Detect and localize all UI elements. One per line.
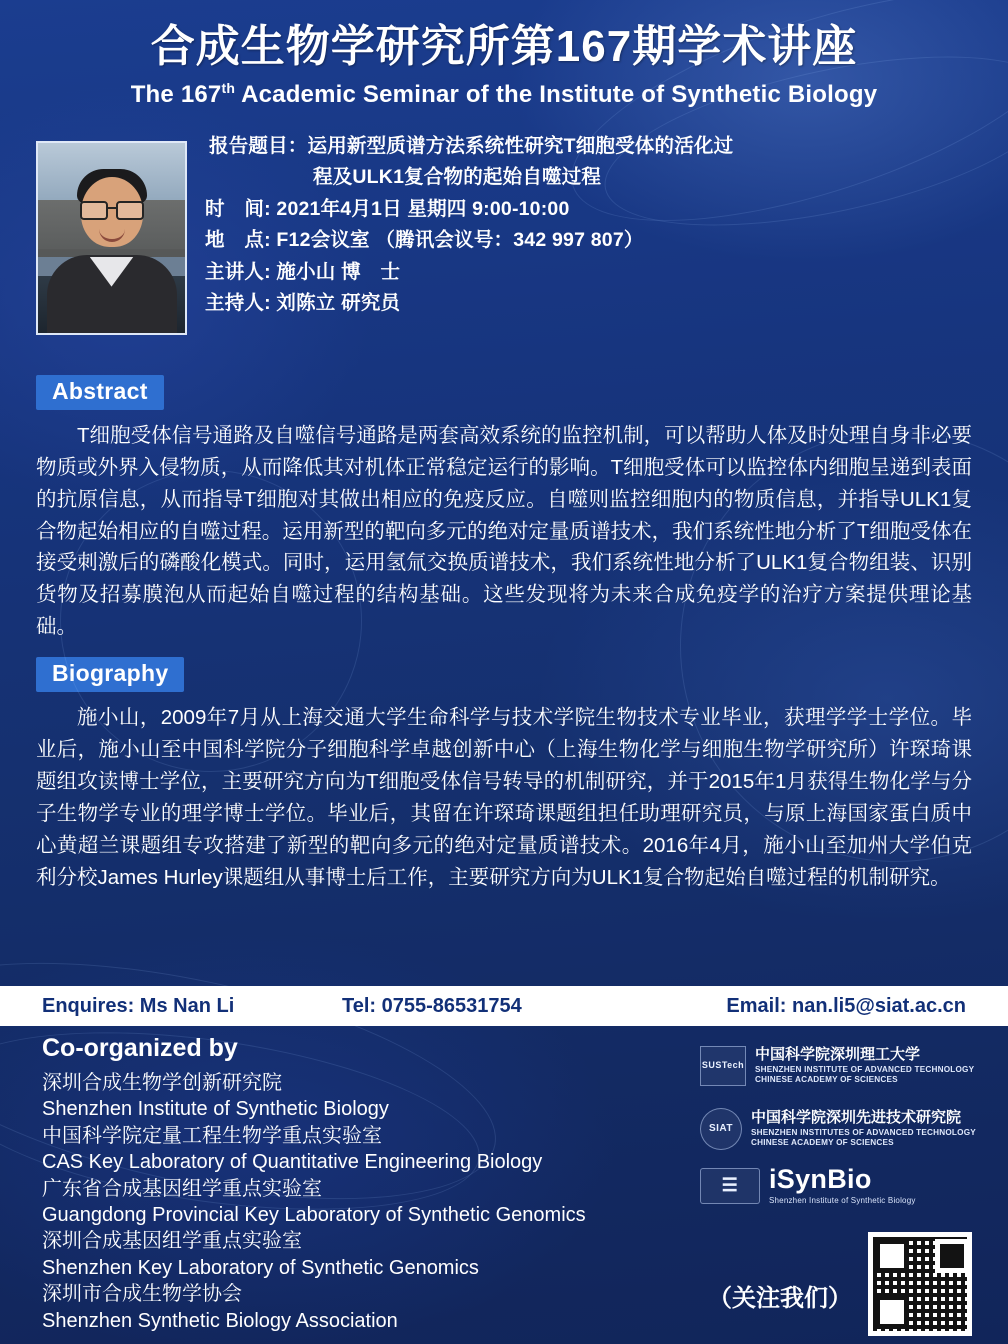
siat-name-en-1: SHENZHEN INSTITUTES OF ADVANCED TECHNOLOGY <box>751 1128 976 1138</box>
logo-siat <box>700 1108 976 1150</box>
abstract-heading: Abstract <box>36 375 164 410</box>
page-title-en-ordinal: th <box>221 79 236 96</box>
list-item: 深圳市合成生物学协会 <box>42 1283 242 1306</box>
avatar <box>36 141 187 335</box>
page-title-cn: 合成生物学研究所第167期学术讲座 <box>150 22 858 71</box>
sustech-name-en-2: CHINESE ACADEMY OF SCIENCES <box>755 1075 898 1085</box>
contact-enquires: Enquires: Ms Nan Li <box>42 994 235 1017</box>
isynbio-brand-sub: Shenzhen Institute of Synthetic Biology <box>769 1196 916 1205</box>
list-item: Shenzhen Institute of Synthetic Biology <box>42 1098 389 1121</box>
co-organized-title: Co-organized by <box>42 1034 238 1062</box>
list-item: Shenzhen Key Laboratory of Synthetic Genomics <box>42 1256 479 1279</box>
page-title-en-prefix: The 167 <box>130 80 222 108</box>
siat-name-cn: 中国科学院深圳先进技术研究院 <box>751 1109 962 1127</box>
list-item: 深圳合成基因组学重点实验室 <box>42 1230 302 1253</box>
contact-bar <box>0 986 1008 1026</box>
logo-sustech <box>700 1046 974 1086</box>
dna-helix-icon: ☰ <box>700 1168 760 1204</box>
isynbio-brand: iSynBio <box>769 1164 872 1194</box>
sustech-logo-icon: SUSTech <box>700 1046 746 1086</box>
logo-isynbio <box>700 1166 916 1205</box>
list-item: 中国科学院定量工程生物学重点实验室 <box>42 1124 382 1147</box>
wechat-qr-code <box>868 1232 972 1336</box>
list-item: Guangdong Provincial Key Laboratory of Synthetic Genomics <box>42 1203 586 1226</box>
seminar-speaker: 主讲人: 施小山 博 士 <box>205 260 401 283</box>
biography-heading: Biography <box>36 657 184 692</box>
sustech-name-en-1: SHENZHEN INSTITUTE OF ADVANCED TECHNOLOGY <box>755 1065 975 1075</box>
info-lines <box>205 131 1008 320</box>
seminar-info <box>0 131 1008 361</box>
topic-line-1: 报告题目：运用新型质谱方法系统性研究T细胞受体的活化过 <box>209 134 734 157</box>
page-title-en-suffix: Academic Seminar of the Institute of Synthetic Biology <box>235 80 878 108</box>
list-item: 深圳合成生物学创新研究院 <box>42 1072 282 1094</box>
poster-footer <box>0 1026 1008 1344</box>
seminar-host: 主持人: 刘陈立 研究员 <box>205 292 401 315</box>
poster-header <box>0 0 1008 117</box>
contact-tel: Tel: 0755-86531754 <box>342 994 522 1017</box>
contact-email: Email: nan.li5@siat.ac.cn <box>726 994 966 1017</box>
biography-text: 施小山，2009年7月从上海交通大学生命科学与技术学院生物技术专业毕业，获理学学士学位。毕业后，施小山至中国科学院分子细胞科学卓越创新中心（上海生物化学与细胞生物学研究所）许琛琦课题组攻读博士学位，主要研究方向为T细胞受体信号转导的机制研究，并于2015年1月获得生物化学与分子生物学专业的理学博士学位。毕业后，其留在许琛琦课题组担任助理研究员，与原上海国家蛋白质中心黄超兰课题组专攻搭建了新型的靶向多元的绝对定量质谱技术。2016年4月，施小山至加州大学伯克利分校James Hurley课题组从事博士后工作，主要研究方向为ULK1复合物起始自噬过程的机制研究。 <box>36 706 972 890</box>
page-title-en <box>0 80 1008 109</box>
topic-line-2: 程及ULK1复合物的起始自噬过程 <box>313 166 602 189</box>
follow-us-label: （关注我们） <box>708 1285 852 1312</box>
list-item: Shenzhen Synthetic Biology Association <box>42 1309 398 1332</box>
seminar-place: 地 点: F12会议室 （腾讯会议号：342 997 807） <box>205 229 644 252</box>
sustech-name-cn: 中国科学院深圳理工大学 <box>755 1046 921 1064</box>
abstract-text: T细胞受体信号通路及自噬信号通路是两套高效系统的监控机制，可以帮助人体及时处理自身非必要物质或外界入侵物质，从而降低其对机体正常稳定运行的影响。T细胞受体可以监控体内细胞呈递到表面的抗原信息，从而指导T细胞对其做出相应的免疫反应。自噬则监控细胞内的物质信息，并指导ULK1复合物起始相应的自噬过程。运用新型的靶向多元的绝对定量质谱技术，我们系统性地分析了T细胞受体在接受刺激后的磷酸化模式。同时，运用氢氚交换质谱技术，我们系统性地分析了ULK1复合物组装、识别货物及招募膜泡从而起始自噬过程的结构基础。这些发现将为未来合成免疫学的治疗方案提供理论基础。 <box>36 423 972 639</box>
siat-logo-icon: SIAT <box>700 1108 742 1150</box>
siat-name-en-2: CHINESE ACADEMY OF SCIENCES <box>751 1138 894 1148</box>
organization-list <box>42 1070 586 1334</box>
list-item: 广东省合成基因组学重点实验室 <box>42 1177 322 1200</box>
list-item: CAS Key Laboratory of Quantitative Engineering Biology <box>42 1151 543 1174</box>
seminar-time: 时 间: 2021年4月1日 星期四 9:00-10:00 <box>205 197 570 220</box>
